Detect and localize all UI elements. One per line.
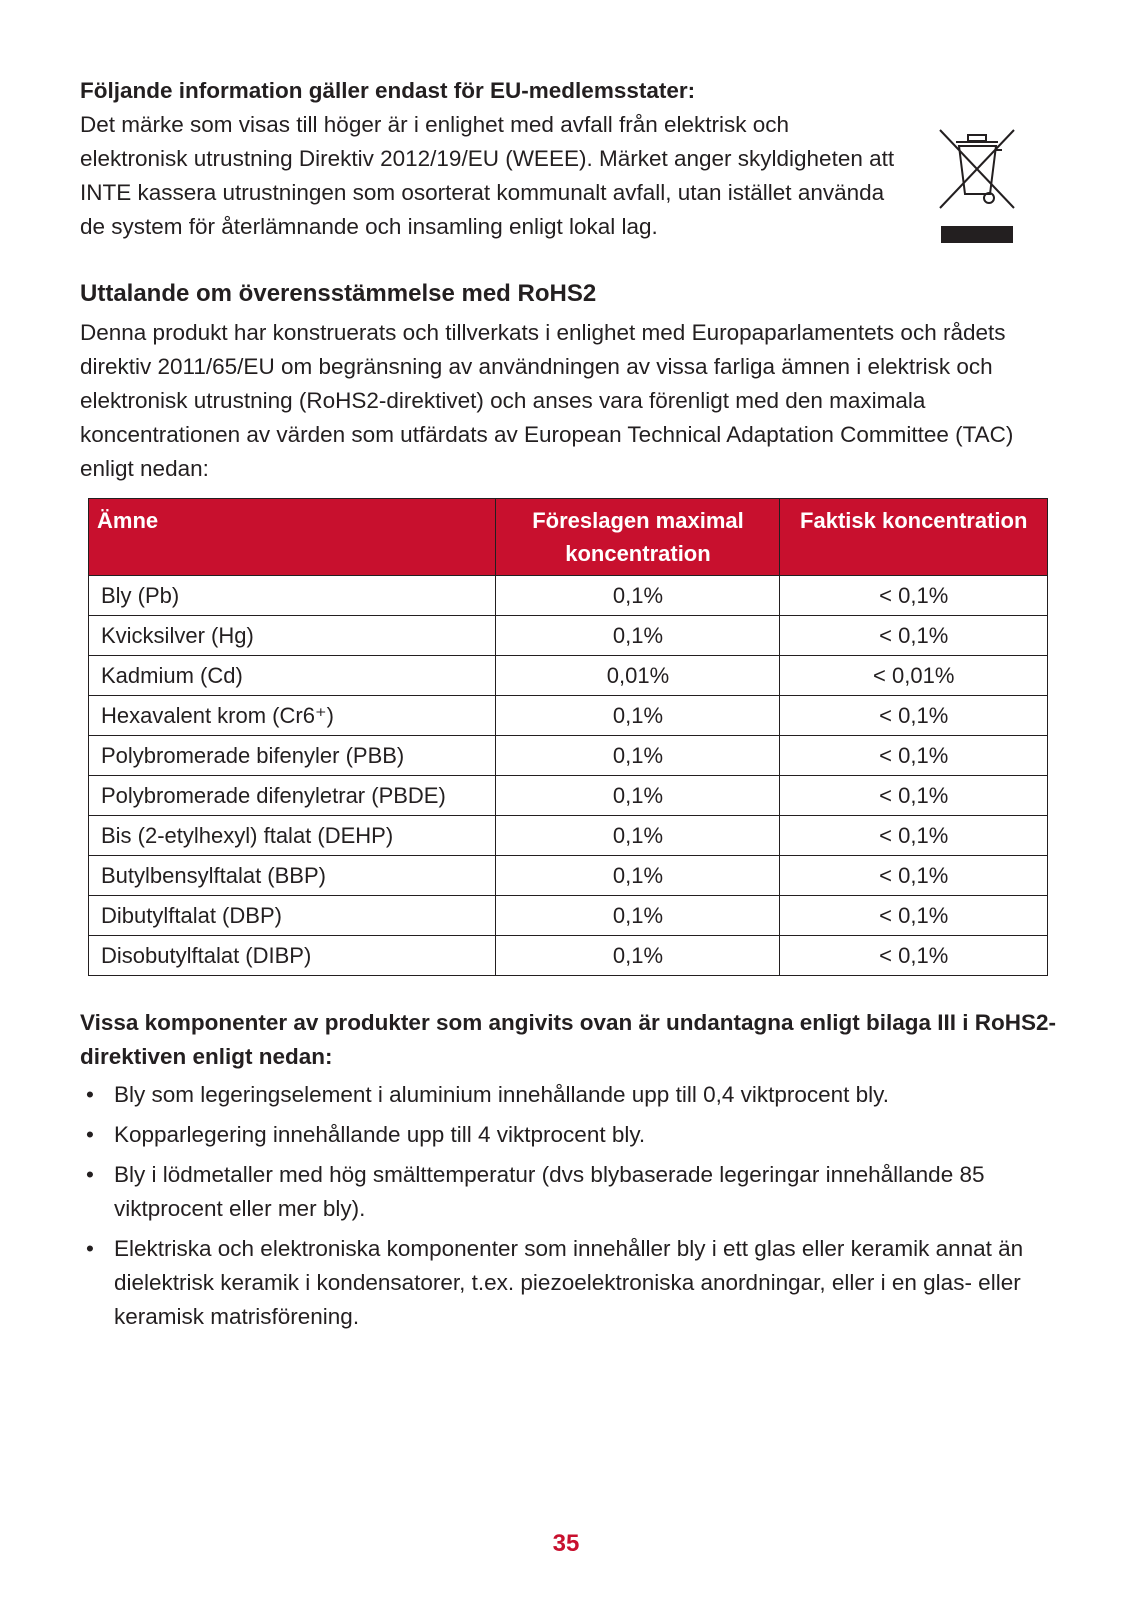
- table-row: [89, 696, 1048, 736]
- exemptions-list: [80, 1078, 1060, 1334]
- crossed-out-wheelie-bin-icon: [932, 122, 1022, 252]
- table-row: [89, 856, 1048, 896]
- actual-cell: < 0,1%: [780, 736, 1048, 776]
- page-content: [80, 74, 1060, 1340]
- substance-cell: Bly (Pb): [89, 576, 496, 616]
- weee-text: [80, 74, 900, 244]
- proposed-max-cell: 0,1%: [496, 736, 780, 776]
- list-item: [80, 1118, 1060, 1152]
- table-row: [89, 776, 1048, 816]
- rohs-table: [88, 498, 1048, 976]
- table-row: [89, 656, 1048, 696]
- actual-cell: < 0,1%: [780, 896, 1048, 936]
- proposed-max-cell: 0,1%: [496, 696, 780, 736]
- substance-cell: Kadmium (Cd): [89, 656, 496, 696]
- substance-cell: Polybromerade bifenyler (PBB): [89, 736, 496, 776]
- actual-cell: < 0,1%: [780, 696, 1048, 736]
- table-header-row: [89, 499, 1048, 576]
- proposed-max-cell: 0,1%: [496, 776, 780, 816]
- table-row: [89, 816, 1048, 856]
- actual-cell: < 0,1%: [780, 816, 1048, 856]
- list-item-text: Bly som legeringselement i aluminium innehållande upp till 0,4 viktprocent bly.: [114, 1082, 889, 1107]
- column-header-actual: Faktisk koncentration: [780, 499, 1048, 576]
- substance-cell: Hexavalent krom (Cr6⁺): [89, 696, 496, 736]
- proposed-max-cell: 0,1%: [496, 616, 780, 656]
- list-item: [80, 1158, 1060, 1226]
- list-item-text: Kopparlegering innehållande upp till 4 viktprocent bly.: [114, 1122, 646, 1147]
- substance-cell: Polybromerade difenyletrar (PBDE): [89, 776, 496, 816]
- actual-cell: < 0,01%: [780, 656, 1048, 696]
- exemptions-heading: Vissa komponenter av produkter som angivits ovan är undantagna enligt bilaga III i RoHS2-direktiven enligt nedan:: [80, 1010, 1057, 1069]
- actual-cell: < 0,1%: [780, 616, 1048, 656]
- proposed-max-cell: 0,01%: [496, 656, 780, 696]
- list-item: [80, 1078, 1060, 1112]
- proposed-max-cell: 0,1%: [496, 896, 780, 936]
- actual-cell: < 0,1%: [780, 776, 1048, 816]
- proposed-max-cell: 0,1%: [496, 576, 780, 616]
- proposed-max-cell: 0,1%: [496, 856, 780, 896]
- column-header-substance: Ämne: [89, 499, 496, 576]
- page-number: 35: [552, 1530, 580, 1557]
- substance-cell: Disobutylftalat (DIBP): [89, 936, 496, 976]
- actual-cell: < 0,1%: [780, 856, 1048, 896]
- weee-heading: Följande information gäller endast för EU-medlemsstater:: [80, 78, 696, 103]
- proposed-max-cell: 0,1%: [496, 816, 780, 856]
- bullet-icon: •: [86, 1236, 94, 1261]
- substance-cell: Dibutylftalat (DBP): [89, 896, 496, 936]
- weee-section: [80, 74, 1060, 244]
- rohs-heading: Uttalande om överensstämmelse med RoHS2: [80, 280, 597, 307]
- table-row: [89, 736, 1048, 776]
- substance-cell: Butylbensylftalat (BBP): [89, 856, 496, 896]
- rohs-body: Denna produkt har konstruerats och tillverkats i enlighet med Europaparlamentets och rådets direktiv 2011/65/EU om begränsning av användningen av vissa farliga ämnen i elektrisk och elektronisk utrustning (RoHS2-direktivet) och anses vara förenligt med den maximala koncentrationen av värden som utfärdats av European Technical Adaptation Committee (TAC) enligt nedan:: [80, 320, 1014, 481]
- proposed-max-cell: 0,1%: [496, 936, 780, 976]
- column-header-proposed-max: Föreslagen maximal koncentration: [496, 499, 780, 576]
- actual-cell: < 0,1%: [780, 936, 1048, 976]
- table-row: [89, 936, 1048, 976]
- list-item: [80, 1232, 1060, 1334]
- table-row: [89, 576, 1048, 616]
- list-item-text: Bly i lödmetaller med hög smälttemperatur (dvs blybaserade legeringar innehållande 85 viktprocent eller mer bly).: [114, 1162, 985, 1221]
- substance-cell: Kvicksilver (Hg): [89, 616, 496, 656]
- weee-body: Det märke som visas till höger är i enlighet med avfall från elektrisk och elektronisk utrustning Direktiv 2012/19/EU (WEEE). Märket anger skyldigheten att INTE kassera utrustningen som osorterat kommunalt avfall, utan istället använda de system för återlämnande och insamling enligt lokal lag.: [80, 112, 895, 239]
- list-item-text: Elektriska och elektroniska komponenter som innehåller bly i ett glas eller keramik annat än dielektrisk keramik i kondensatorer, t.ex. piezoelektroniska anordningar, eller i en glas- eller keramisk matrisförening.: [114, 1236, 1024, 1329]
- bullet-icon: •: [86, 1122, 94, 1147]
- substance-cell: Bis (2-etylhexyl) ftalat (DEHP): [89, 816, 496, 856]
- table-row: [89, 616, 1048, 656]
- table-row: [89, 896, 1048, 936]
- bullet-icon: •: [86, 1082, 94, 1107]
- bullet-icon: •: [86, 1162, 94, 1187]
- actual-cell: < 0,1%: [780, 576, 1048, 616]
